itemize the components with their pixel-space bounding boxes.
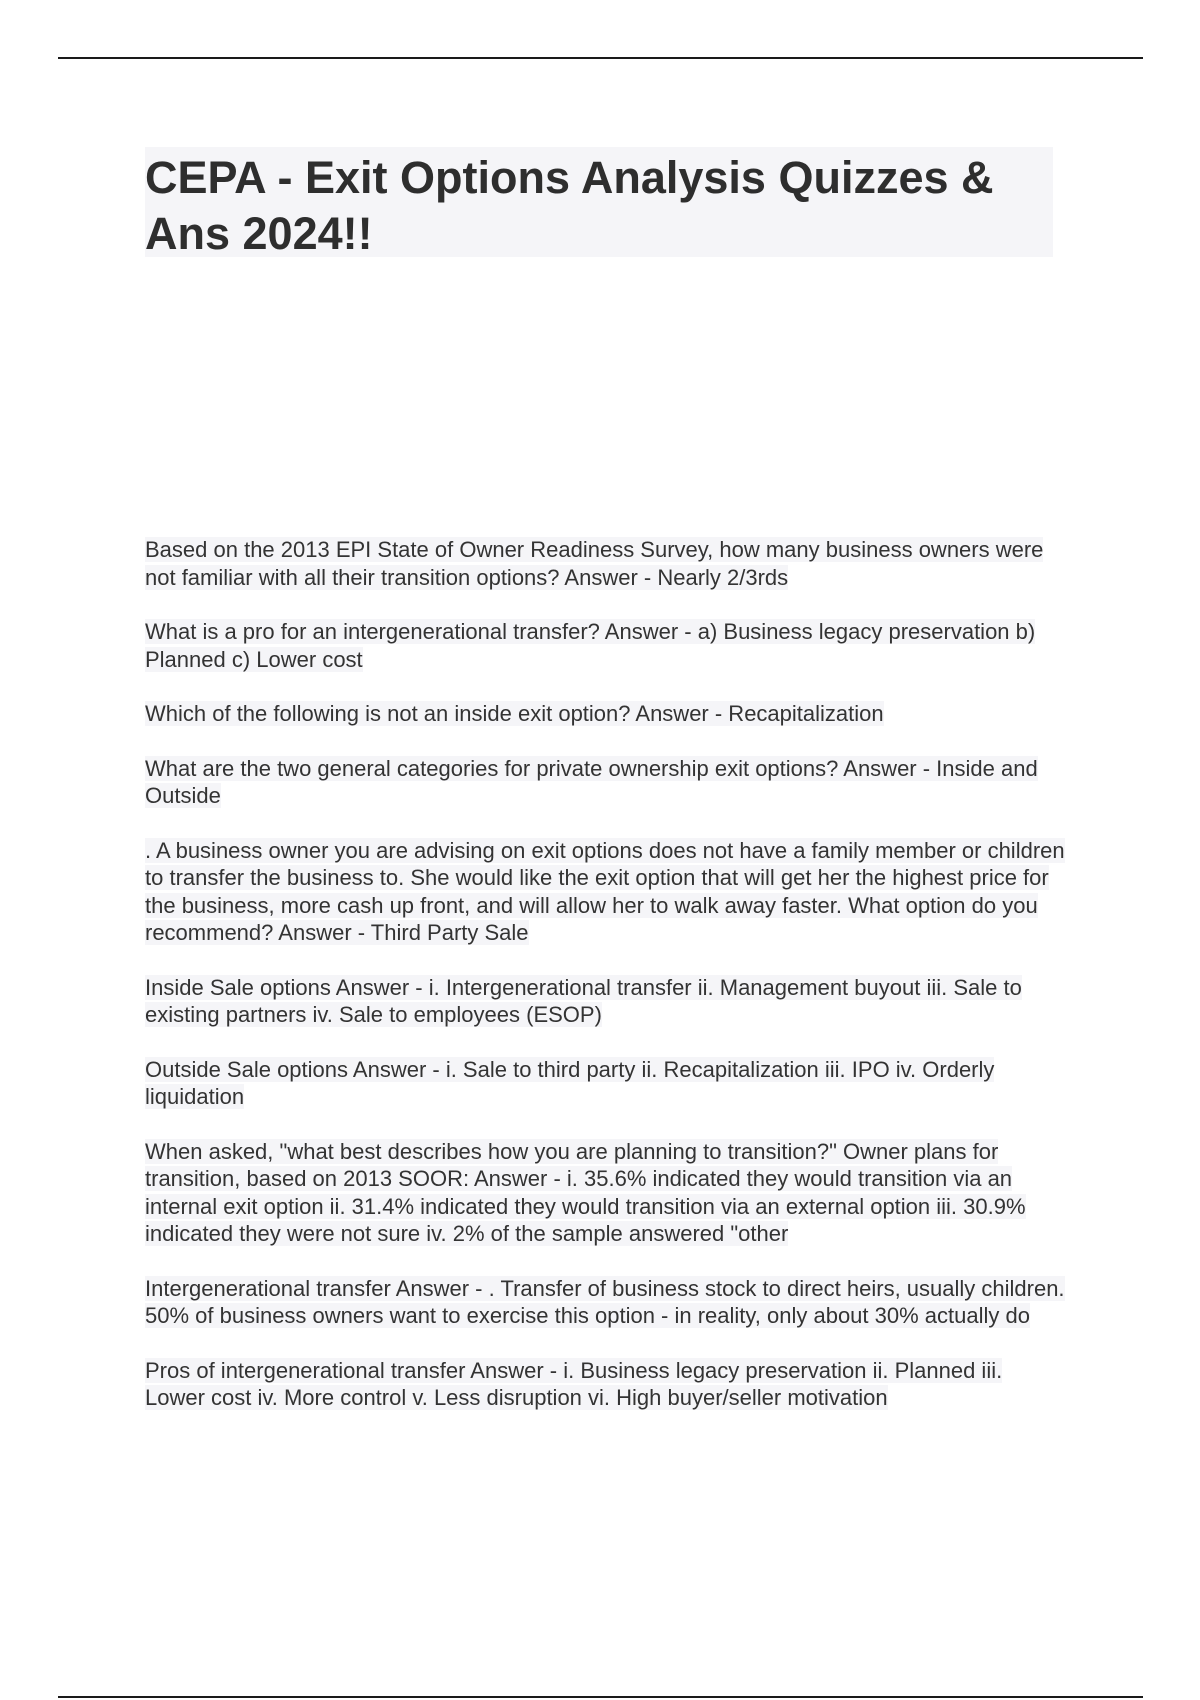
qa-list (145, 536, 1065, 1439)
qa-text: Outside Sale options Answer - i. Sale to third party ii. Recapitalization iii. IPO iv. Orderly liquidation (145, 1056, 995, 1109)
qa-item (145, 1357, 1065, 1412)
qa-text: Inside Sale options Answer - i. Intergenerational transfer ii. Management buyout iii. Sale to existing partners iv. Sale to employees (ESOP) (145, 974, 1022, 1027)
qa-item (145, 837, 1065, 947)
qa-text: . A business owner you are advising on exit options does not have a family member or children to transfer the business to. She would like the exit option that will get her the highest price for the business, more cash up front, and will allow her to walk away faster. What option do you recommend? Answer - Third Party Sale (145, 837, 1065, 945)
qa-item (145, 755, 1065, 810)
qa-text: Based on the 2013 EPI State of Owner Readiness Survey, how many business owners were not familiar with all their transition options? Answer - Nearly 2/3rds (145, 537, 1044, 590)
title-block (145, 147, 1053, 257)
qa-item (145, 1138, 1065, 1248)
qa-text: What are the two general categories for private ownership exit options? Answer - Inside and Outside (145, 755, 1038, 808)
qa-text: Pros of intergenerational transfer Answer - i. Business legacy preservation ii. Planned iii. Lower cost iv. More control v. Less disruption vi. High buyer/seller motivation (145, 1357, 1003, 1410)
qa-text: Intergenerational transfer Answer - . Transfer of business stock to direct heirs, usually children. 50% of business owners want to exercise this option - in reality, only about 30% actually do (145, 1275, 1065, 1328)
qa-text: Which of the following is not an inside exit option? Answer - Recapitalization (145, 701, 884, 726)
qa-item (145, 618, 1065, 673)
qa-item (145, 974, 1065, 1029)
top-rule (58, 57, 1143, 59)
qa-text: What is a pro for an intergenerational transfer? Answer - a) Business legacy preservation b) Planned c) Lower cost (145, 619, 1036, 672)
qa-text: When asked, "what best describes how you are planning to transition?" Owner plans for transition, based on 2013 SOOR: Answer - i. 35.6% indicated they would transition via an internal exit option ii. 31.4% indicated they would transition via an external option iii. 30.9% indicated they were not sure iv. 2% of the sample answered "other (145, 1138, 1026, 1246)
bottom-rule (58, 1696, 1143, 1698)
qa-item (145, 1056, 1065, 1111)
qa-item (145, 1275, 1065, 1330)
document-title: CEPA - Exit Options Analysis Quizzes & Ans 2024!! (145, 152, 994, 259)
qa-item (145, 536, 1065, 591)
qa-item (145, 700, 1065, 728)
